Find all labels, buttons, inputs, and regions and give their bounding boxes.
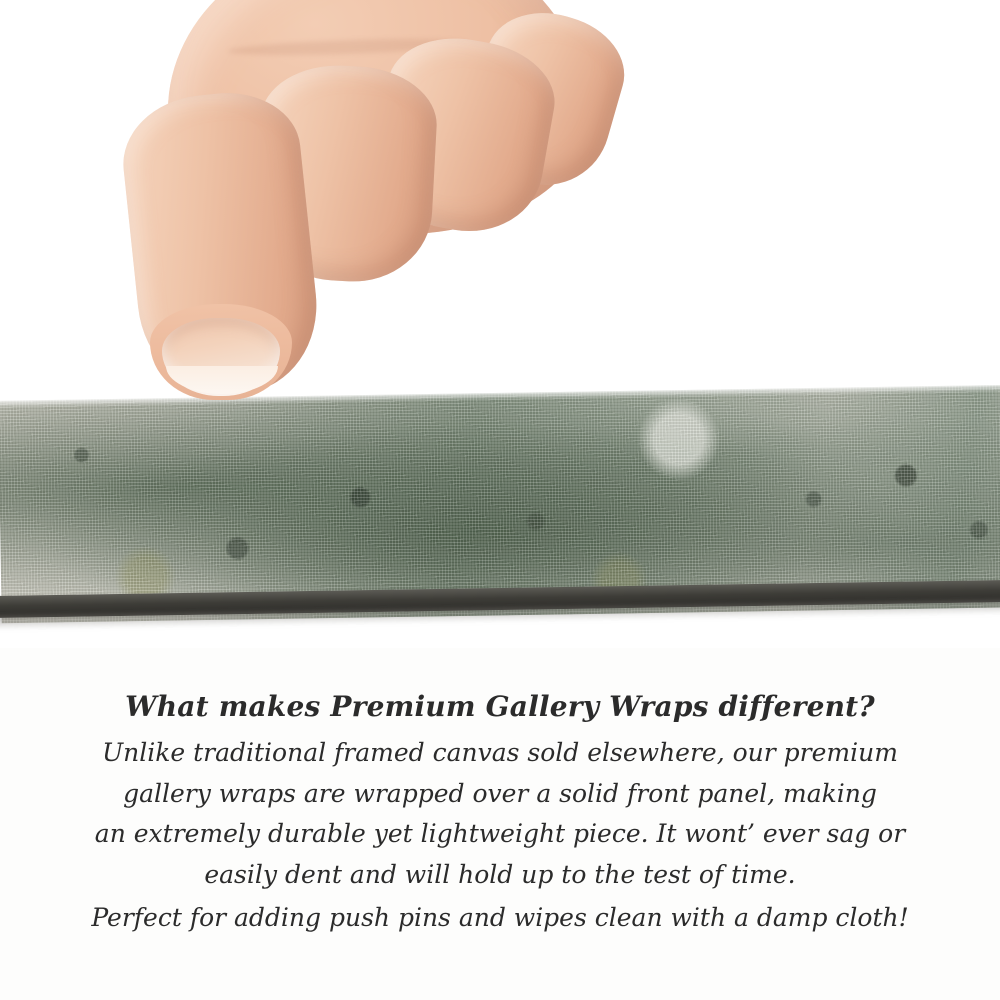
caption-body [0,735,1000,936]
caption-line: an extremely durable yet lightweight piece. It wont’ ever sag or [94,819,906,848]
caption-block [0,690,1000,941]
caption-line: Unlike traditional framed canvas sold elsewhere, our premium [102,738,898,767]
caption-closing-line: Perfect for adding push pins and wipes clean with a damp cloth! [91,903,909,932]
caption-line: gallery wraps are wrapped over a solid front panel, making [123,778,877,808]
caption-heading: What makes Premium Gallery Wraps different? [125,690,875,723]
hand-image [108,0,578,414]
caption-line: easily dent and will hold up to the test of time. [204,859,796,889]
